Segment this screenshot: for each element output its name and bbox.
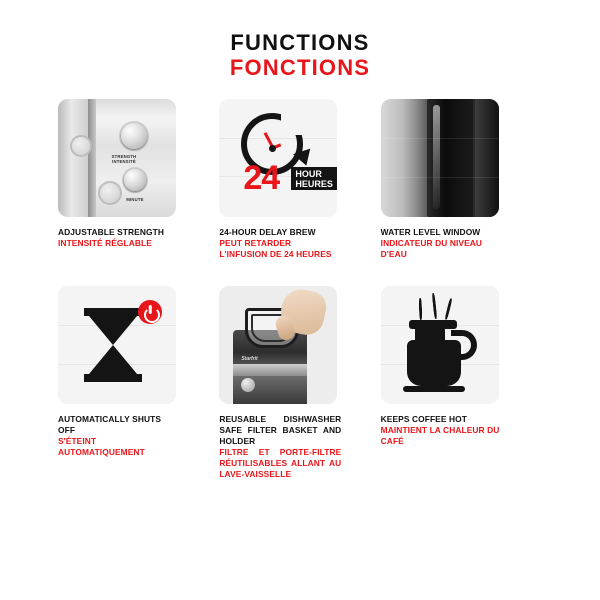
strength-label: STRENGTH INTENSITÉ — [111, 153, 137, 164]
caption-fr: PEUT RETARDER L'INFUSION DE 24 HEURES — [219, 237, 332, 259]
carafe-body — [407, 340, 461, 386]
feature-auto-shutoff — [58, 286, 219, 481]
water-window-gloss — [433, 105, 440, 209]
features-grid — [0, 99, 600, 481]
strength-knob — [121, 123, 147, 149]
feature-water-level-window — [381, 99, 542, 260]
coffee-carafe-icon — [381, 286, 499, 404]
caption-adjustable-strength — [58, 227, 180, 249]
caption-fr: S'ÉTEINT AUTOMATIQUEMENT — [58, 436, 145, 458]
caption-en: ADJUSTABLE STRENGTH — [58, 226, 164, 237]
caption-auto-shutoff — [58, 414, 180, 458]
filter-basket-photo — [219, 286, 337, 404]
brand-label: Starfrit — [241, 355, 258, 362]
carafe-base — [403, 386, 465, 392]
caption-en: KEEPS COFFEE HOT — [380, 413, 467, 424]
hourglass-lower-cone — [89, 345, 137, 374]
feature-delay-brew — [219, 99, 380, 260]
caption-fr: INTENSITÉ RÉGLABLE — [58, 237, 152, 248]
water-level-window-photo — [381, 99, 499, 217]
page-title-en: FUNCTIONS — [230, 30, 370, 55]
badge-hour-fr: HEURES — [295, 178, 333, 189]
caption-fr: MAINTIENT LA CHALEUR DU CAFÉ — [380, 424, 500, 447]
badge-hour-label — [291, 167, 337, 191]
hourglass-bottom-bar — [84, 374, 142, 382]
steam-icon-1 — [418, 298, 422, 321]
control-panel-photo — [58, 99, 176, 217]
tile-seam-2 — [381, 177, 499, 178]
caption-fr: INDICATEUR DU NIVEAU D'EAU — [380, 237, 483, 259]
hourglass-upper-cone — [89, 316, 137, 345]
feature-keeps-coffee-hot — [381, 286, 542, 481]
hourglass-icon — [84, 308, 142, 382]
caption-en: WATER LEVEL WINDOW — [380, 226, 481, 237]
clock-center-dot — [269, 145, 276, 152]
page-title-fr: FONCTIONS — [229, 55, 371, 81]
power-icon — [138, 300, 162, 324]
clock-24-hour-icon — [219, 99, 337, 217]
caption-water-level-window — [381, 227, 503, 260]
tile-seam-1 — [381, 138, 499, 139]
badge-hour-en: HOUR — [295, 168, 322, 179]
page-title — [0, 0, 600, 81]
feature-adjustable-strength — [58, 99, 219, 260]
panel-dial-outline-1 — [70, 135, 92, 157]
feature-reusable-filter — [219, 286, 380, 481]
coffee-maker-control-band — [233, 364, 307, 376]
panel-side-strip-2 — [88, 99, 96, 217]
clock-ring-gap — [281, 109, 311, 135]
hourglass-top-bar — [84, 308, 142, 316]
panel-side-strip — [58, 99, 88, 217]
machine-right-edge — [475, 99, 499, 217]
caption-en: AUTOMATICALLY SHUTS OFF — [58, 413, 162, 435]
caption-keeps-coffee-hot — [381, 414, 503, 447]
caption-fr: FILTRE ET PORTE-FILTRE RÉUTILISABLES ALLANT AU LAVE-VAISSELLE — [219, 447, 342, 480]
caption-en: 24-HOUR DELAY BREW — [219, 226, 316, 237]
caption-reusable-filter — [219, 414, 341, 481]
minute-label: MINUTE — [126, 196, 144, 202]
badge-number: 24 — [243, 158, 280, 197]
caption-en: REUSABLE DISHWASHER SAFE FILTER BASKET AND HOLDER — [219, 413, 342, 447]
hourglass-power-icon — [58, 286, 176, 404]
minute-knob — [124, 169, 146, 191]
caption-delay-brew — [219, 227, 341, 260]
